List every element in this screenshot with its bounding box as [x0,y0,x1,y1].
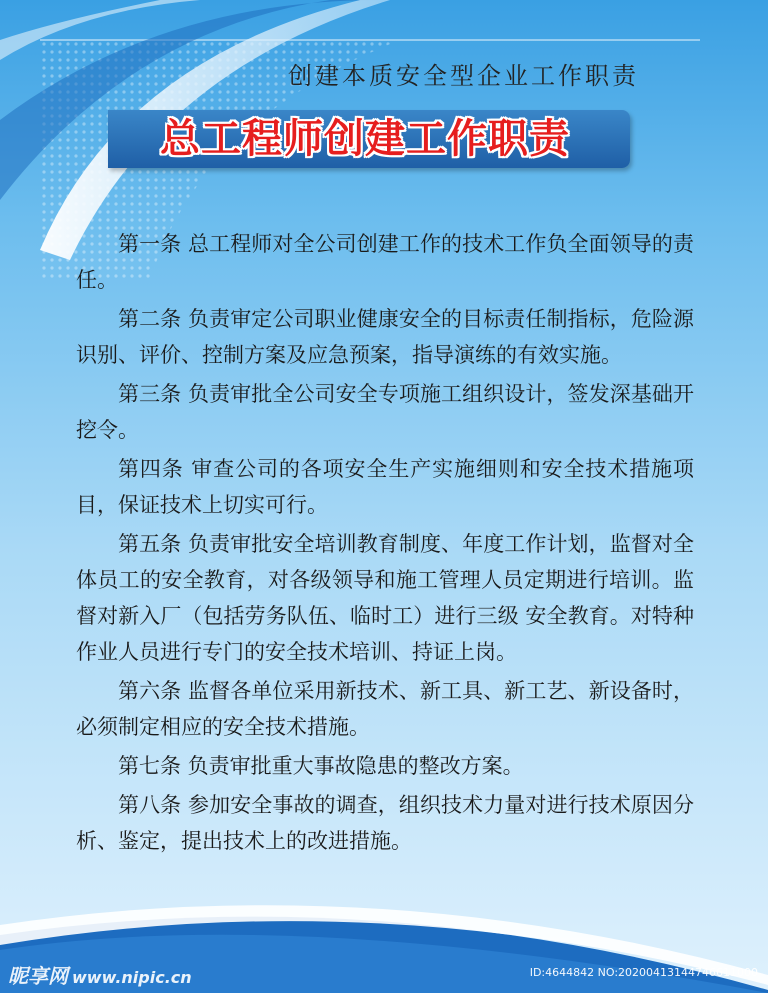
article-8: 第八条 参加安全事故的调查，组织技术力量对进行技术原因分析、鉴定，提出技术上的改进措施。 [76,793,694,853]
watermark-brand [8,960,192,989]
article-1: 第一条 总工程师对全公司创建工作的技术工作负全面领导的责任。 [76,232,694,292]
poster-title: 总工程师创建工作职责 [160,116,570,162]
article-4: 第四条 审查公司的各项安全生产实施细则和安全技术措施项目，保证技术上切实可行。 [76,457,694,517]
article-2: 第二条 负责审定公司职业健康安全的目标责任制指标，危险源识别、评价、控制方案及应急预案，指导演练的有效实施。 [76,307,694,367]
articles-list [76,226,694,862]
poster-subtitle: 创建本质安全型企业工作职责 [288,62,639,90]
watermark-brand-name: 昵享网 [8,964,68,988]
watermark-id: ID:4644842 NO:20200413144746611000 [529,966,758,979]
article-3: 第三条 负责审批全公司安全专项施工组织设计，签发深基础开挖令。 [76,382,694,442]
article-6: 第六条 监督各单位采用新技术、新工具、新工艺、新设备时，必须制定相应的安全技术措施。 [76,679,694,739]
article-7: 第七条 负责审批重大事故隐患的整改方案。 [118,754,524,778]
watermark-url: www.nipic.cn [72,968,192,987]
article-5: 第五条 负责审批安全培训教育制度、年度工作计划，监督对全体员工的安全教育，对各级领导和施工管理人员定期进行培训。监督对新入厂（包括劳务队伍、临时工）进行三级 安全教育。对特种作业人员进行专门的安全技术培训、持证上岗。 [76,532,694,664]
